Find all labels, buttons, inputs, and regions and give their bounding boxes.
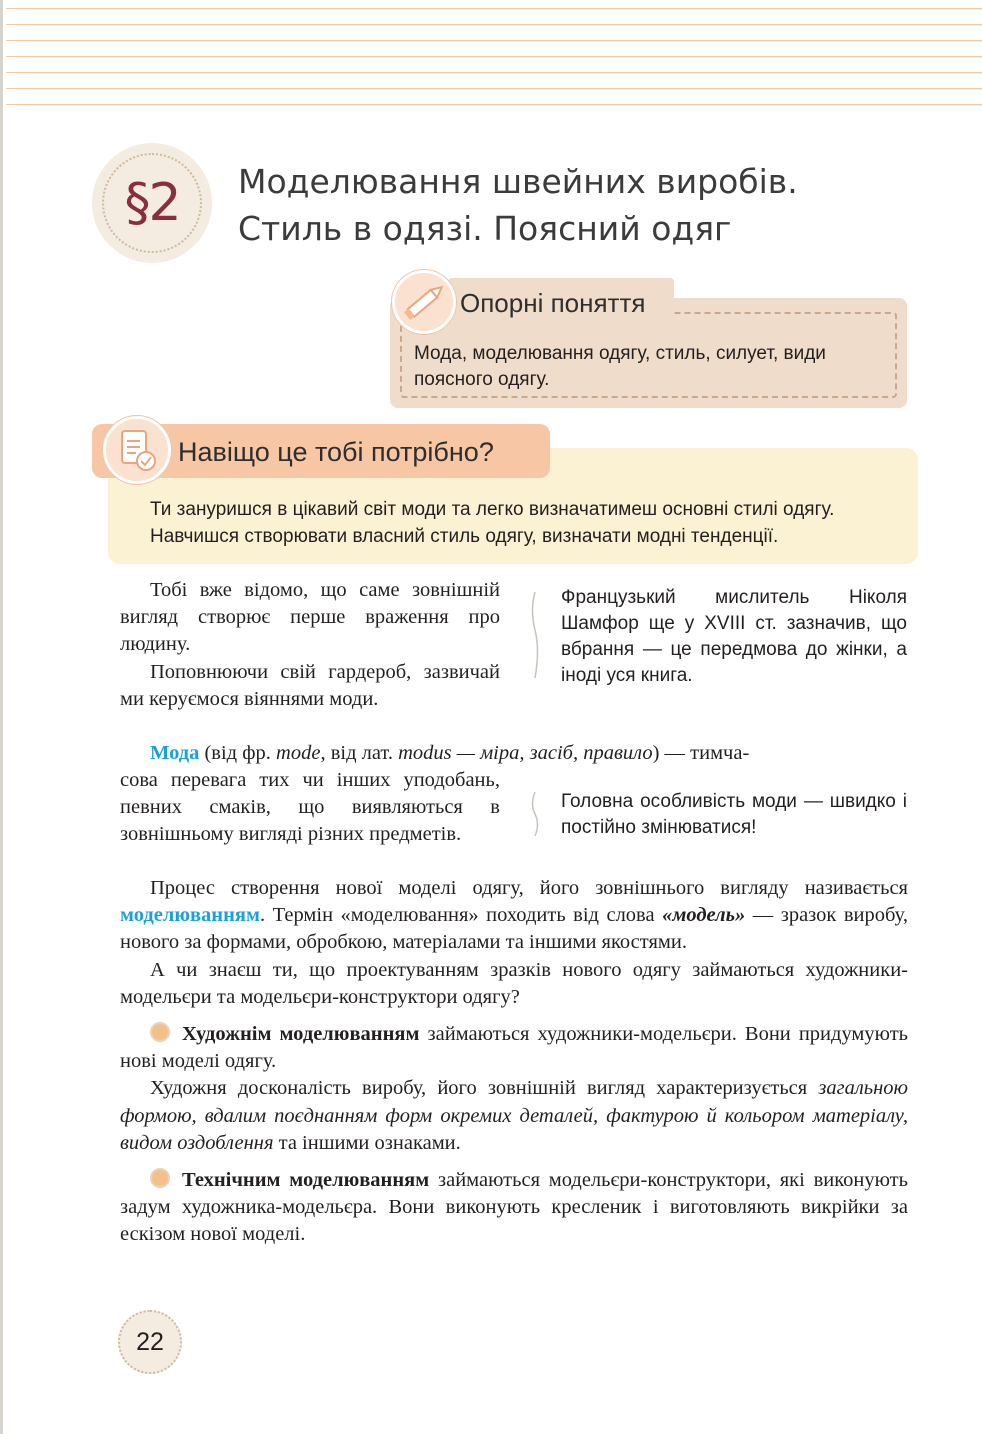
- chamfort-quote: Французький мислитель Ніколя Шамфор ще у XVIII ст. зазначив, що вбрання — це передмова до жінки, а іноді уся книга.: [561, 587, 907, 686]
- mode-word: mode: [276, 742, 321, 764]
- main-text: [120, 875, 908, 1249]
- modus-phrase: modus — міра, засіб, правило: [398, 742, 653, 764]
- moda-definition-continued: сова перевага тих чи інших уподобань, певних смаків, що виявляються в зовнішньому вигляді різних предметів.: [120, 769, 500, 846]
- fashion-feature-note: Головна особливість моди — швидко і постійно змінюватися!: [561, 791, 907, 838]
- intro-paragraph-2: Поповнюючи свій гардероб, зазвичай ми керуємося віяннями моди.: [120, 660, 500, 710]
- model-word: «модель»: [662, 904, 746, 927]
- feature-squiggle: [528, 790, 542, 838]
- why-needed-text: [150, 496, 920, 550]
- artistic-detail-paragraph: Художня досконалість виробу, його зовнішній вигляд характеризується загальною формою, вдалим поєднанням форм окремих деталей, фактурою й кольором матеріалу, видом оздоблення та іншими ознаками.: [120, 1077, 908, 1154]
- page-title: [238, 158, 798, 252]
- paragraph-number: §2: [124, 173, 180, 233]
- intro-text: [120, 577, 500, 713]
- bullet-icon: [150, 1022, 170, 1042]
- header-stripes: [6, 8, 982, 120]
- technical-modeling-term: Технічним моделюванням: [182, 1169, 430, 1192]
- key-concepts-text: Мода, моделювання одягу, стиль, силует, види поясного одягу.: [414, 343, 826, 390]
- key-concepts-title: Опорні поняття: [460, 288, 646, 318]
- bullet-icon: [150, 1168, 170, 1188]
- quote-squiggle: [528, 590, 542, 680]
- artistic-modeling-term: Художнім моделюванням: [182, 1023, 420, 1046]
- why-needed-title: Навіщо це тобі потрібно?: [178, 437, 494, 467]
- modeling-paragraph: Процес створення нової моделі одягу, його зовнішнього вигляду називається моделюванням. Термін «моделювання» походить від слова «модель» — зразок виробу, нового за формами, обробкою, матеріалами та іншими якостями.: [120, 877, 908, 954]
- pencil-icon: [392, 270, 456, 334]
- title-line-1: Моделювання швейних виробів.: [238, 162, 798, 201]
- modeling-term: моделюванням: [120, 904, 260, 927]
- page-number-badge: [118, 1310, 182, 1374]
- clipboard-check-icon: [103, 416, 171, 484]
- moda-term: Мода: [150, 742, 200, 764]
- moda-definition-line: Мода (від фр. mode, від лат. modus — міра, засіб, правило) — тимча-: [150, 742, 750, 764]
- page-number: 22: [136, 1327, 164, 1356]
- title-line-2: Стиль в одязі. Поясний одяг: [238, 209, 732, 248]
- why-needed-line-2: Навчишся створювати власний стиль одягу, визначати модні тенденції.: [150, 526, 779, 547]
- page-edge: [0, 0, 3, 1434]
- artistic-modeling-paragraph: Художнім моделюванням займаються художники-модельєри. Вони придумують нові моделі одягу.: [120, 1023, 908, 1073]
- paragraph-badge: [92, 143, 212, 263]
- intro-paragraph-1: Тобі вже відомо, що саме зовнішній вигляд створює перше враження про людину.: [120, 579, 500, 656]
- question-paragraph: А чи знаєш ти, що проектуванням зразків нового одягу займаються художники-модельєри та модельєри-конструктори одягу?: [120, 958, 908, 1008]
- why-needed-line-1: Ти зануришся в цікавий світ моди та легко визначатимеш основні стилі одягу.: [150, 499, 835, 520]
- technical-modeling-paragraph: Технічним моделюванням займаються модельєри-конструктори, які виконують задум художника-модельєра. Вони виконують кресленик і виготовляють викрійки за ескізом нової моделі.: [120, 1169, 908, 1246]
